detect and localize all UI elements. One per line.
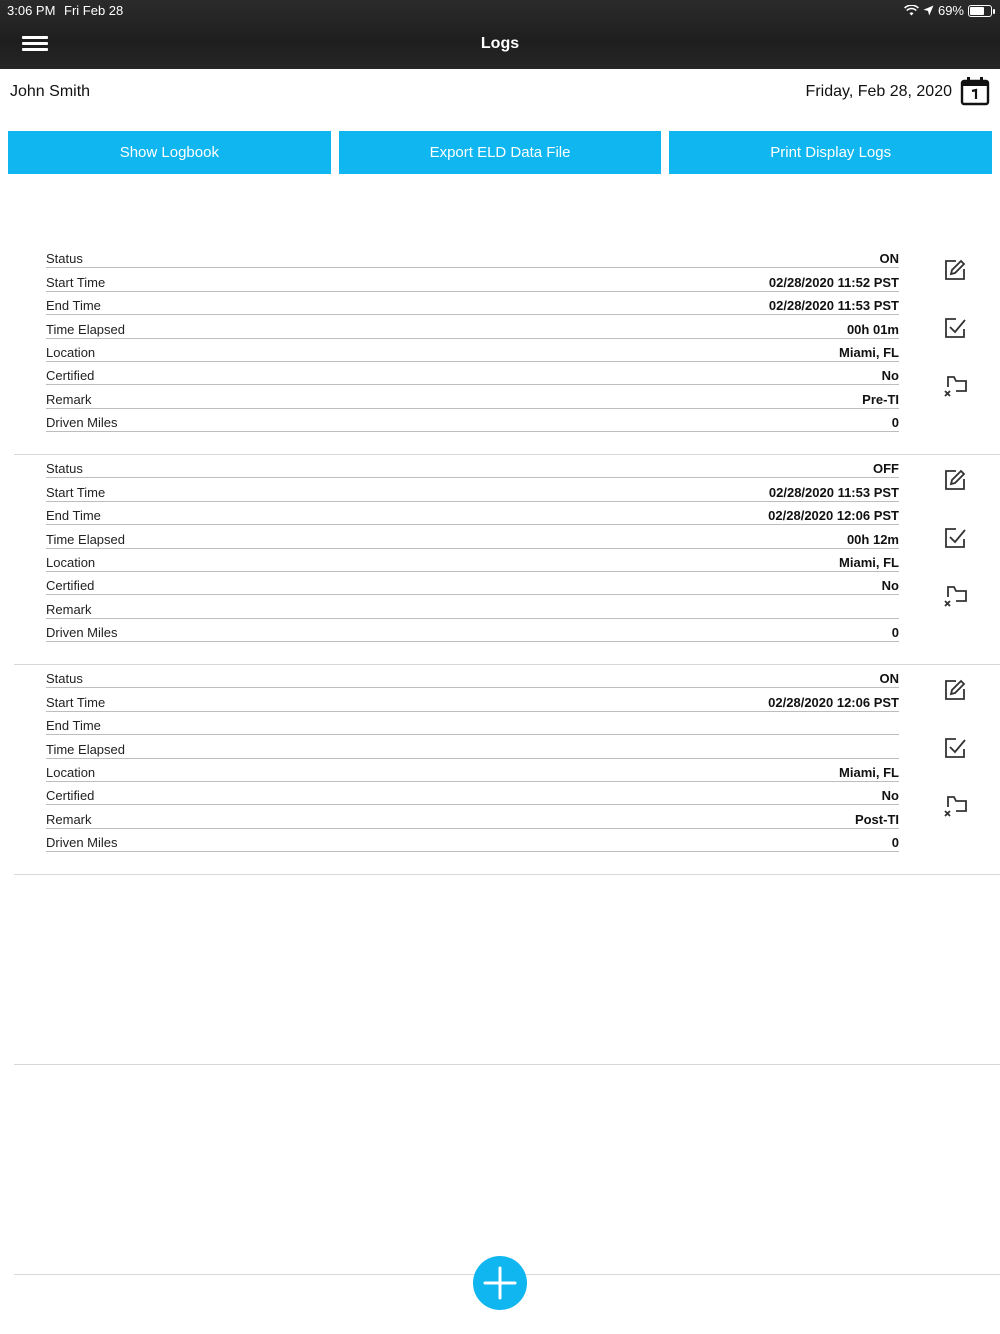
field-label: End Time [46, 298, 101, 314]
field-label: Certified [46, 578, 95, 594]
field-label: Driven Miles [46, 835, 118, 851]
status-date: Fri Feb 28 [64, 3, 124, 18]
log-field-certified [46, 782, 899, 805]
divider [14, 1064, 1000, 1065]
field-value: 0 [891, 415, 899, 431]
edit-icon[interactable] [942, 677, 968, 703]
action-buttons [8, 131, 992, 174]
log-entry [0, 245, 1000, 455]
field-value: OFF [873, 461, 899, 477]
field-label: Time Elapsed [46, 741, 125, 757]
status-bar [0, 0, 1000, 20]
field-label: Remark [46, 811, 92, 827]
certify-icon[interactable] [942, 525, 968, 551]
field-value: 0 [891, 625, 899, 641]
log-field-time-elapsed [46, 525, 899, 548]
field-label: End Time [46, 508, 101, 524]
log-fields [46, 245, 899, 432]
field-value: Pre-TI [862, 391, 899, 407]
add-log-button[interactable] [473, 1256, 527, 1310]
field-label: Driven Miles [46, 415, 118, 431]
log-field-end-time [46, 712, 899, 735]
field-value: ON [879, 671, 899, 687]
field-label: Certified [46, 368, 95, 384]
log-fields [46, 665, 899, 852]
status-time: 3:06 PM [7, 3, 56, 18]
divider [14, 874, 1000, 875]
log-field-end-time [46, 292, 899, 315]
field-value: 0 [891, 835, 899, 851]
log-date: Friday, Feb 28, 2020 [805, 83, 952, 100]
driver-name: John Smith [10, 83, 91, 100]
log-field-start-time [46, 688, 899, 711]
show-logbook-button[interactable]: Show Logbook [8, 131, 331, 174]
field-value: No [881, 578, 899, 594]
field-label: Start Time [46, 484, 106, 500]
field-value: 00h 12m [846, 531, 899, 547]
log-field-driven-miles [46, 829, 899, 852]
battery-level [970, 7, 984, 15]
edit-icon[interactable] [942, 257, 968, 283]
split-log-icon[interactable] [942, 793, 968, 819]
calendar-icon [960, 76, 990, 106]
log-field-status [46, 665, 899, 688]
log-field-start-time [46, 478, 899, 501]
log-field-remark [46, 595, 899, 618]
field-label: Driven Miles [46, 625, 118, 641]
log-field-location [46, 339, 899, 362]
split-log-icon[interactable] [942, 583, 968, 609]
log-actions [942, 677, 970, 851]
top-bar [0, 0, 1000, 69]
page-title: Logs [480, 35, 520, 52]
field-value: 02/28/2020 12:06 PST [768, 694, 899, 710]
field-value: Post-TI [854, 811, 899, 827]
battery-percent: 69% [937, 3, 964, 18]
status-indicators [904, 3, 992, 18]
log-field-time-elapsed [46, 735, 899, 758]
log-field-certified [46, 572, 899, 595]
field-label: Remark [46, 601, 92, 617]
field-value: 02/28/2020 11:53 PST [768, 484, 899, 500]
field-label: Remark [46, 391, 92, 407]
log-field-end-time [46, 502, 899, 525]
export-eld-button[interactable]: Export ELD Data File [339, 131, 662, 174]
wifi-icon [904, 5, 919, 16]
field-label: Location [46, 554, 96, 570]
certify-icon[interactable] [942, 315, 968, 341]
log-field-remark [46, 385, 899, 408]
field-label: Time Elapsed [46, 321, 125, 337]
log-field-status [46, 455, 899, 478]
log-entry [0, 455, 1000, 665]
plus-icon [473, 1256, 527, 1310]
field-label: Status [46, 251, 83, 267]
log-field-location [46, 549, 899, 572]
log-field-status [46, 245, 899, 268]
log-entry [0, 665, 1000, 875]
field-value: Miami, FL [839, 764, 899, 780]
log-field-location [46, 759, 899, 782]
field-label: Status [46, 671, 83, 687]
field-value: 00h 01m [846, 321, 899, 337]
field-label: End Time [46, 718, 101, 734]
print-logs-button[interactable]: Print Display Logs [669, 131, 992, 174]
certify-icon[interactable] [942, 735, 968, 761]
field-label: Start Time [46, 274, 106, 290]
log-field-time-elapsed [46, 315, 899, 338]
log-field-certified [46, 362, 899, 385]
log-field-driven-miles [46, 409, 899, 432]
log-field-remark [46, 805, 899, 828]
field-label: Status [46, 461, 83, 477]
log-field-start-time [46, 268, 899, 291]
field-value: No [881, 368, 899, 384]
log-list [0, 245, 1000, 875]
log-fields [46, 455, 899, 642]
field-value: Miami, FL [839, 344, 899, 360]
field-value: Miami, FL [839, 554, 899, 570]
log-actions [942, 257, 970, 431]
field-value: ON [879, 251, 899, 267]
location-arrow-icon [923, 5, 934, 16]
field-label: Time Elapsed [46, 531, 125, 547]
field-value: 02/28/2020 11:52 PST [768, 274, 899, 290]
battery-icon [968, 5, 992, 17]
log-field-driven-miles [46, 619, 899, 642]
field-label: Location [46, 764, 96, 780]
field-label: Start Time [46, 694, 106, 710]
field-value: 02/28/2020 11:53 PST [768, 298, 899, 314]
field-label: Certified [46, 788, 95, 804]
log-actions [942, 467, 970, 641]
edit-icon[interactable] [942, 467, 968, 493]
field-value: 02/28/2020 12:06 PST [768, 508, 899, 524]
split-log-icon[interactable] [942, 373, 968, 399]
field-value: No [881, 788, 899, 804]
field-label: Location [46, 344, 96, 360]
calendar-button[interactable] [960, 76, 990, 106]
